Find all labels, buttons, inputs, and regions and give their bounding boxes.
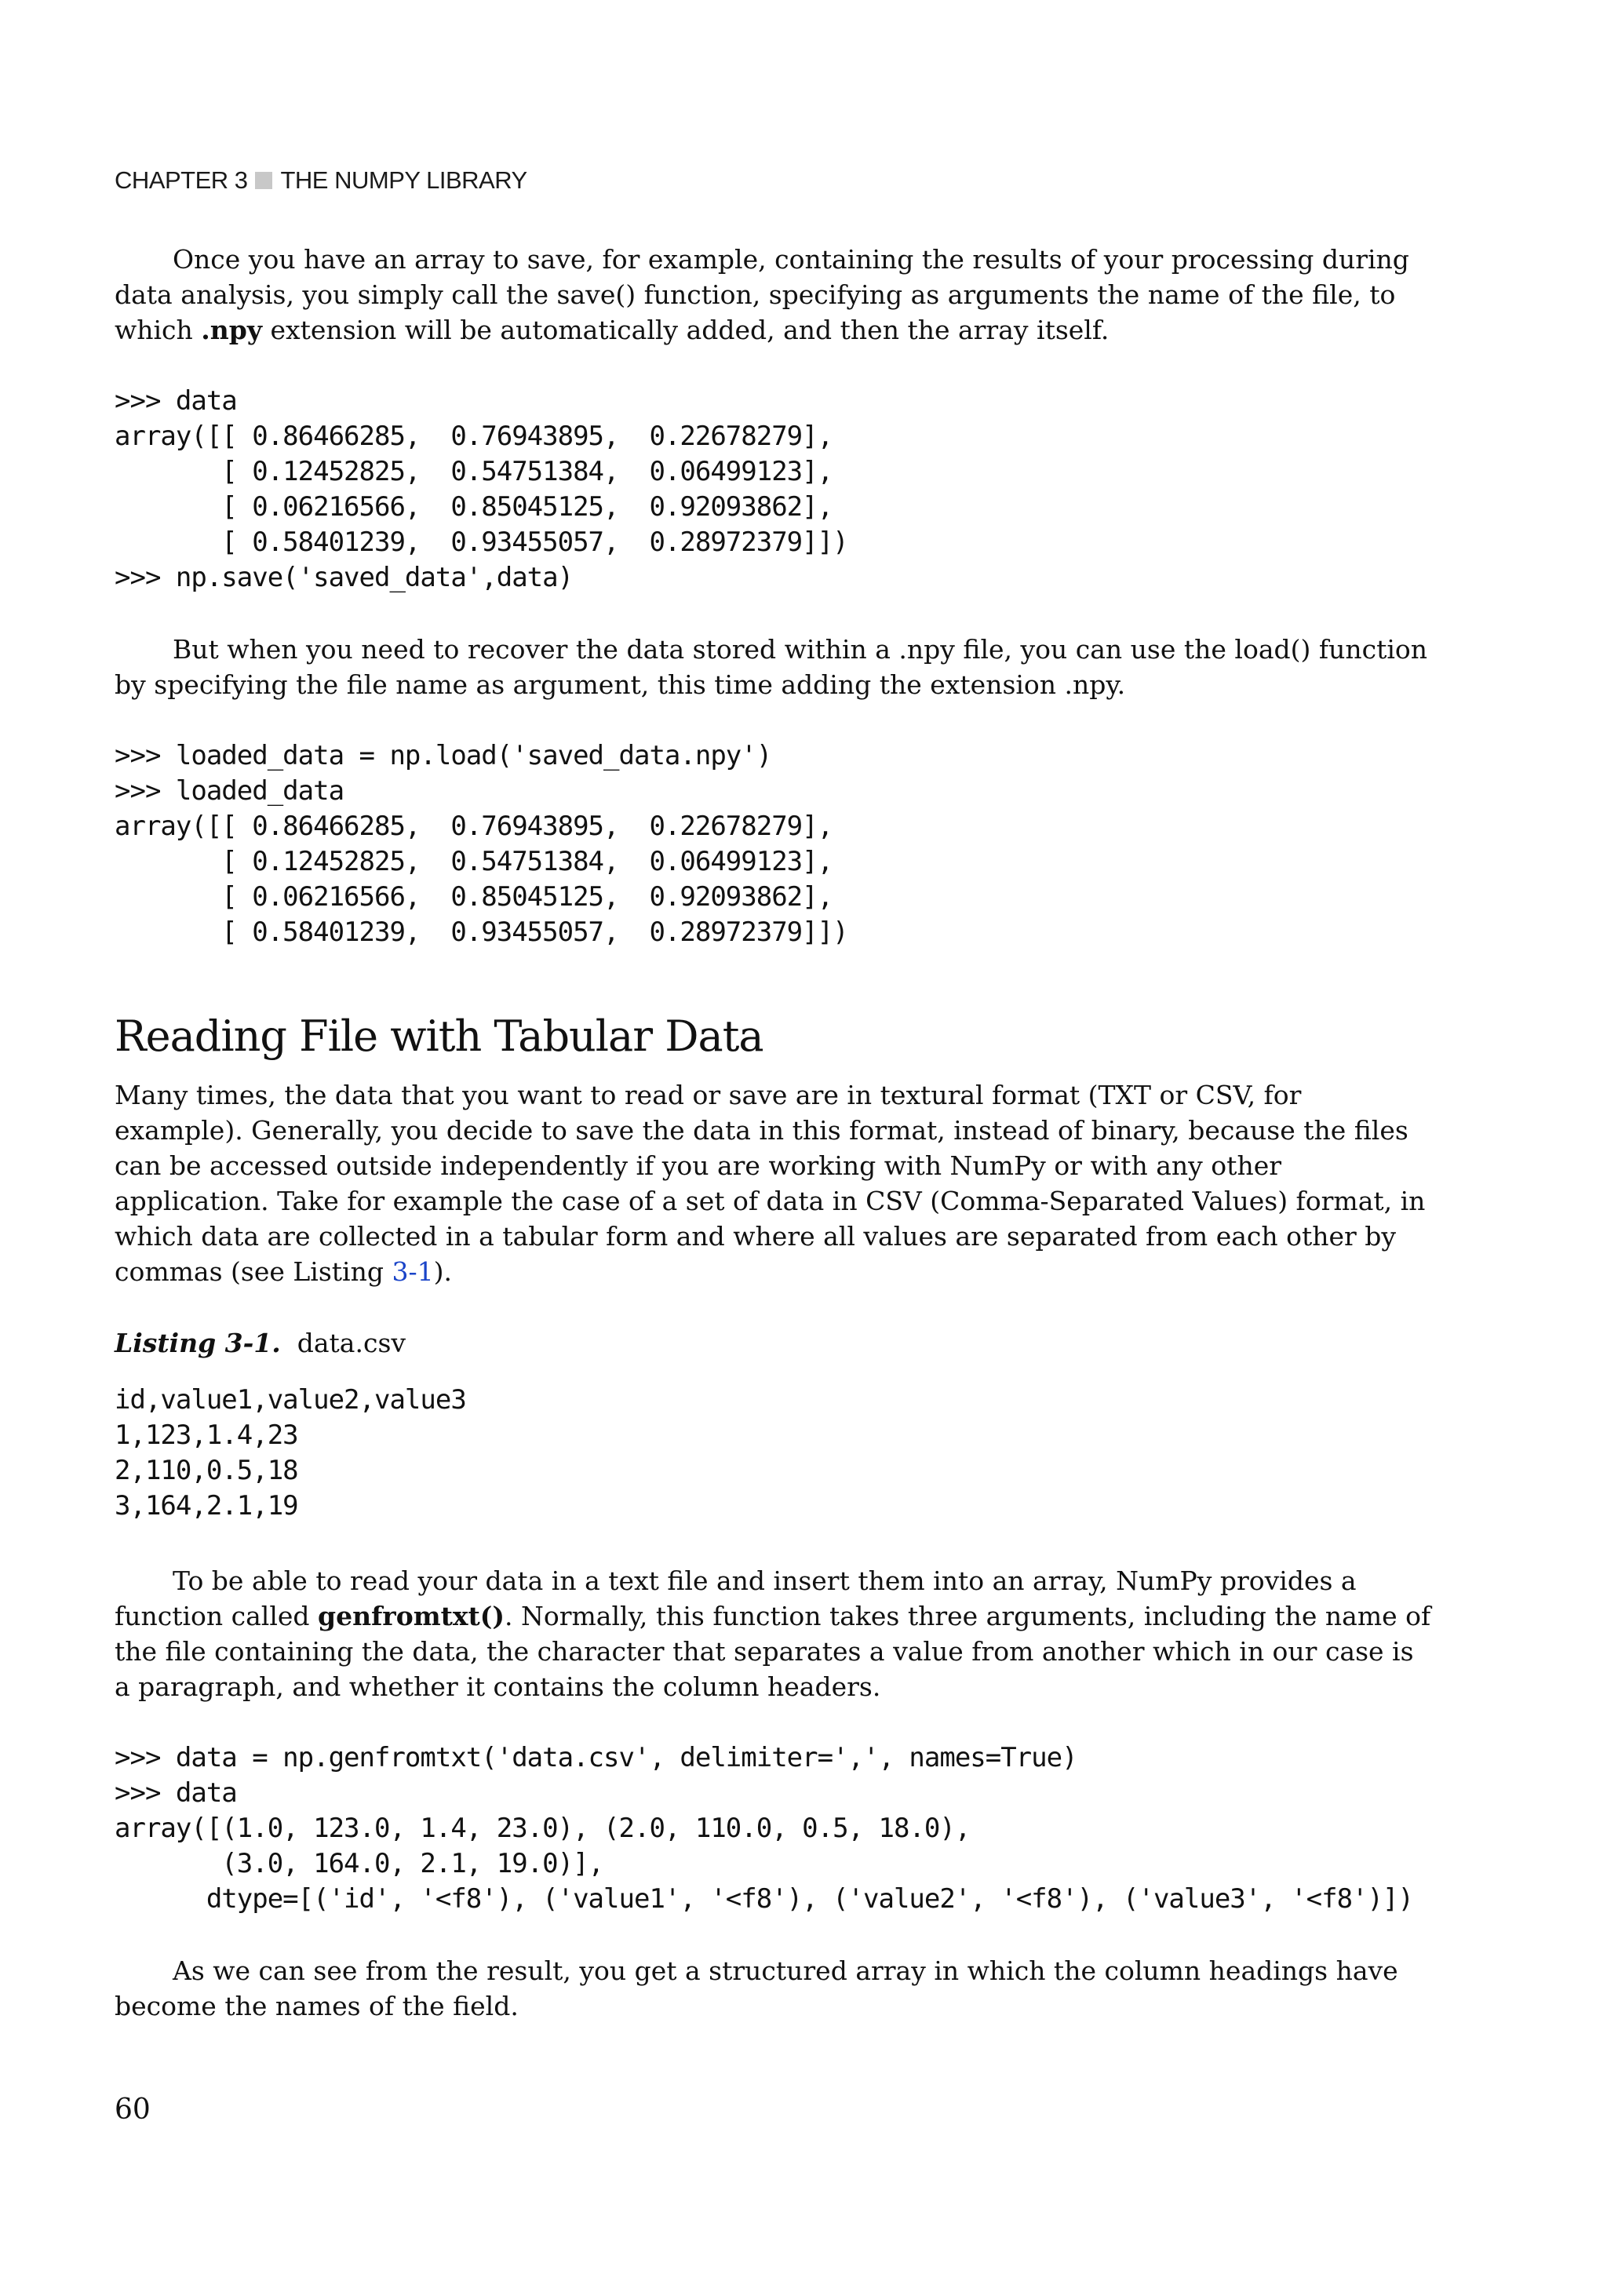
listing-label: Listing 3-1. — [115, 1328, 281, 1358]
page-number: 60 — [115, 2094, 151, 2126]
code-block-load: >>> loaded_data = np.load('saved_data.npy') >>> loaded_data array([[ 0.86466285, 0.76943895, 0.22678279], [ 0.12452825, 0.54751384, 0.06499123], [ 0.06216566, 0.85045125, 0.92093862], [ 0.58401239, 0.93455057, 0.28972379]]) — [115, 740, 848, 948]
section-heading: Reading File with Tabular Data — [115, 1011, 763, 1061]
paragraph-load-intro: But when you need to recover the data stored within a .npy file, you can use the load() function by specifying the file name as argument, this time adding the extension .npy. — [115, 634, 1428, 700]
paragraph-save-intro — [115, 242, 1433, 348]
code-block-genfromtxt: >>> data = np.genfromtxt('data.csv', delimiter=',', names=True) >>> data array([(1.0, 123.0, 1.4, 23.0), (2.0, 110.0, 0.5, 18.0), (3.0, 164.0, 2.1, 19.0)], dtype=[('id', '<f8'), ('value1', '<f8'), ('value2', '<f8'), ('value3', '<f8')]) — [115, 1742, 1413, 1915]
page-content — [115, 165, 1433, 2024]
paragraph-text: Once you have an array to save, for example, containing the results of your processing during data analysis, you simply call the save() function, specifying as arguments the name of the file, to which — [115, 244, 1409, 345]
paragraph-text: . Normally, this function takes three arguments, including the name of the file containing the data, the character that separates a value from another which in our case is a paragraph, and whether it contains the column headers. — [115, 1601, 1431, 1702]
chapter-label: CHAPTER 3 — [115, 166, 248, 194]
running-header — [115, 165, 1433, 196]
listing-caption — [115, 1325, 1433, 1361]
header-separator-square — [255, 172, 272, 189]
code-block-csv: id,value1,value2,value3 1,123,1.4,23 2,110,0.5,18 3,164,2.1,19 — [115, 1384, 466, 1522]
paragraph-tabular-intro — [115, 1077, 1433, 1289]
bold-term-npy: .npy — [201, 315, 263, 345]
code-block-save: >>> data array([[ 0.86466285, 0.76943895, 0.22678279], [ 0.12452825, 0.54751384, 0.06499123], [ 0.06216566, 0.85045125, 0.92093862], [ 0.58401239, 0.93455057, 0.28972379]]) >>> np.save('saved_data',data) — [115, 385, 848, 593]
paragraph-result: As we can see from the result, you get a structured array in which the column headings have become the names of the field. — [115, 1955, 1398, 2021]
listing-filename: data.csv — [297, 1328, 406, 1358]
listing-link[interactable]: 3-1 — [392, 1256, 434, 1287]
paragraph-text: extension will be automatically added, and then the array itself. — [262, 315, 1110, 345]
paragraph-text: Many times, the data that you want to read or save are in textural format (TXT or CSV, for example). Generally, you decide to save the data in this format, instead of binary, because the files can be accessed outside independently if you are working with NumPy or with any other application. Take for example the case of a set of data in CSV (Comma-Separated Values) format, in which data are collected in a tabular form and where all values are separated from each other by commas (see Listing — [115, 1080, 1426, 1287]
paragraph-text: To be able to read your data in a text file and insert them into an array, NumPy provides a function called — [115, 1565, 1357, 1631]
paragraph-genfromtxt — [115, 1563, 1433, 1704]
paragraph-text: ). — [433, 1256, 453, 1287]
chapter-title: THE NUMPY LIBRARY — [280, 166, 527, 194]
bold-term-genfromtxt: genfromtxt() — [318, 1601, 505, 1631]
